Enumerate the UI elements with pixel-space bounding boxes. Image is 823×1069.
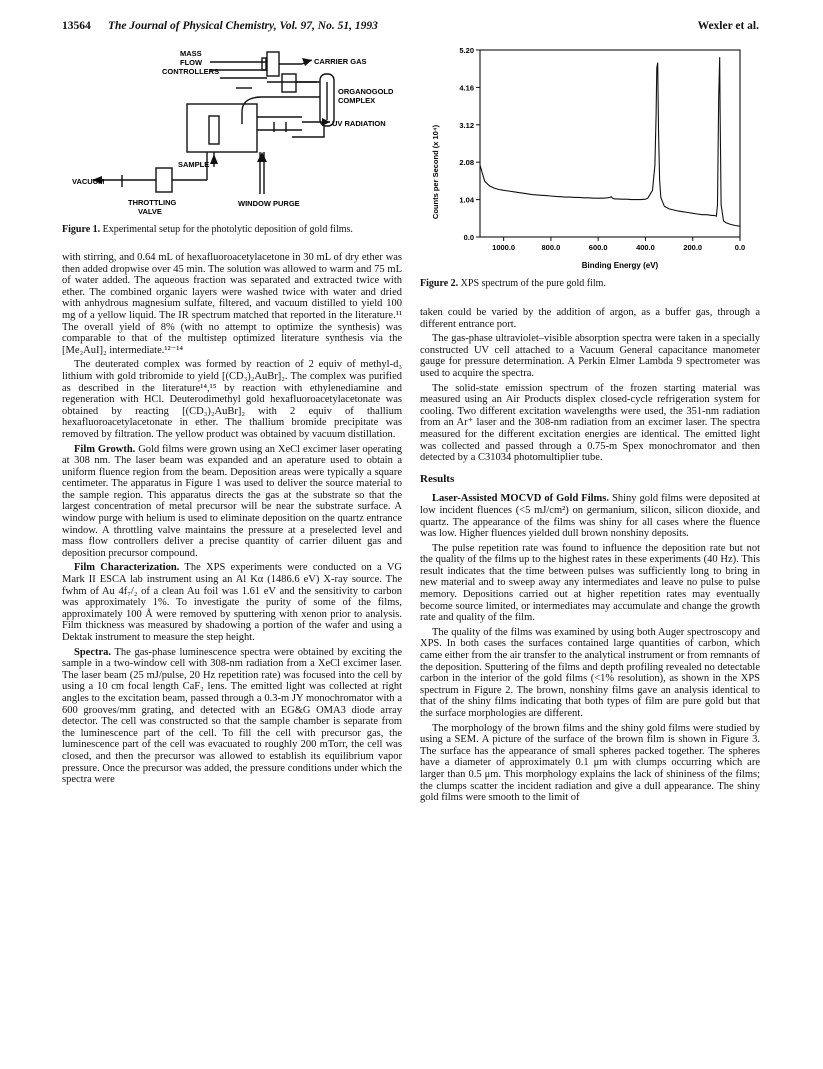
x-tick-label: 1000.0 — [492, 243, 516, 252]
sample-label: SAMPLE — [178, 160, 210, 169]
paragraph — [62, 359, 402, 440]
paragraph — [420, 333, 760, 379]
vacuum-label: VACUUM — [72, 177, 105, 186]
paragraph-text: taken could be varied by the addition of argon, as a buffer gas, through a different entrance port. — [420, 307, 760, 330]
paragraph — [420, 493, 760, 539]
xps-chart-svg — [420, 42, 765, 274]
throttle-label-1: THROTTLING — [128, 198, 177, 207]
paragraph-text: The XPS experiments were conducted on a VG Mark II ESCA lab instrument using an Al Kα (1486.6 eV) X-ray source. The fwhm of Au 4f₇/₂ of a clean Au foil was 1.61 eV and the sensitivity to carbon was approximately 1%. To investigate the purity of some of the films, approximately 100 Å were removed by sputtering with xenon prior to analysis. Film thickness was measured by shadowing a portion of the wafer and using a Dektak instrument to measure the step height. — [62, 562, 403, 643]
paragraph-text: Shiny gold films were deposited at low incident fluences (<5 mJ/cm²) on germanium, silicon, silicon dioxide, and quartz. The appearance of the films was shiny for all cases where the fluence was low. Higher fluences yielded dull brown nonshiny deposits. — [420, 493, 760, 540]
organogold-label-2: COMPLEX — [338, 96, 376, 105]
plot-frame — [480, 50, 740, 237]
uv-radiation-label: UV RADIATION — [332, 119, 386, 128]
x-axis-label: Binding Energy (eV) — [581, 261, 659, 270]
carrier-gas-label: CARRIER GAS — [314, 57, 367, 66]
paragraph-text: with stirring, and 0.64 mL of hexafluoroacetylacetone in 30 mL of dry ether was then added dropwise over 45 min. The solution was allowed to warm and 75 mL of water added. The aqueous fraction was separated and extracted twice with ether. The combined organic layers were washed twice with water and dried with anhydrous magnesium sulfate, filtered, and vacuum distilled to yield 100 mg of a yellow liquid. The IR spectrum matched that reported in the literature.¹¹ The overall yield of 8% (with no attempt to optimize the synthesis) was comparable to that of the multistep optimized literature synthesis via the [Me₂AuI]₂ intermediate.¹²⁻¹⁴ — [62, 252, 402, 356]
x-tick-label: 800.0 — [541, 243, 561, 252]
x-tick-label: 400.0 — [636, 243, 655, 252]
run-in-heading: Film Characterization. — [74, 562, 180, 574]
paragraph-text: The quality of the films was examined by using both Auger spectroscopy and XPS. In both cases the surfaces contained large quantities of carbon, which came either from the air transfer to the analytical instrument or from remnants of the deposition. Sputtering of the films and depth profiling revealed no detectable carbon in the interior of the gold films (<1% resolution), as shown in the XPS spectrum in Figure 2. The brown, nonshiny films gave an analysis identical to that of the shiny films indicating that both types of film are pure gold but that the surface morphologies are different. — [420, 626, 760, 719]
run-in-heading: Film Growth. — [74, 443, 136, 455]
paragraph — [62, 562, 402, 643]
journal-citation: The Journal of Physical Chemistry, Vol. 97, No. 51, 1993 — [108, 20, 378, 32]
figure-1-caption — [62, 224, 412, 236]
page-number: 13564 — [62, 20, 91, 32]
paragraph — [420, 383, 760, 464]
right-text-column — [420, 307, 760, 807]
paragraph — [62, 647, 402, 786]
section-heading: Results — [420, 472, 455, 485]
figure-2-xps-chart — [420, 42, 765, 274]
paragraph — [420, 627, 760, 720]
y-axis-label: Counts per Second (x 10⁴) — [431, 124, 440, 220]
apparatus-diagram — [62, 42, 412, 222]
y-tick-label: 3.12 — [459, 120, 474, 130]
paragraph-text: The solid-state emission spectrum of the frozen starting material was measured using an Air Products displex closed-cycle refrigeration system for cooling. Two different excitation wavelengths were used, the 351-nm radiation from an Ar⁺ laser and the 308-nm radiation from an excimer laser. The spectra measured for the different excitation energies are identical. The emitted light was collected and passed through a 0.75-m Spex monochromator and then detected by a C31034 photomultiplier tube. — [420, 382, 760, 464]
paragraph-text: Gold films were grown using an XeCl excimer laser operating at 308 nm. The laser beam was expanded and an aperature used to obtain a uniform fluence region from the beam. Deposition areas were typically a square centimeter. The apparatus in Figure 1 was used to deliver the source material to the sample region. This apparatus directs the gas at the substrate so that the largest concentration of metal precursor will be near the substrate surface. A window purge with helium is used to eliminate deposition on the quartz entrance window. A throttling valve maintains the pressure at a preselected level and mass flow controllers deliver a precise quantity of carrier diluent gas and deposition precursor compound. — [62, 443, 402, 559]
y-tick-label: 5.20 — [459, 46, 474, 55]
y-tick-label: 4.16 — [459, 83, 474, 93]
paragraph — [420, 723, 760, 804]
spectrum-line — [480, 57, 740, 226]
mfc-label-1: MASS — [180, 49, 202, 58]
paragraph — [62, 252, 402, 356]
x-tick-label: 200.0 — [683, 243, 703, 252]
mfc-label-2: FLOW — [180, 58, 203, 67]
figure-1-caption-label: Figure 1. — [62, 224, 101, 235]
organogold-label-1: ORGANOGOLD — [338, 87, 394, 96]
paragraph-text: The gas-phase luminescence spectra were obtained by exciting the sample in a two-window cell with 308-nm radiation from a XeCl excimer laser. The laser beam (25 mJ/pulse, 20 Hz repetition rate) was focused into the cell by using a 10 cm focal length CaF₂ lens. The emitted light was collected at right angles to the excitation beam, passed through a 0.3-m JY monochromator with a 600 grooves/mm grating, and detected with an EG&G OMA3 diode array detector. The cell was constructed so that the sample chamber is separate from the luminescence part of the cell. To fill the cell with precursor gas, the luminescence part of the cell was evacuated to roughly 200 mTorr, the cell was closed, and then the precursor was allowed to establish its equilibrium vapor pressure. Once the precursor was added, the pressure conditions under which the spectra were — [62, 646, 402, 786]
throttle-label-2: VALVE — [138, 207, 162, 216]
y-tick-label: 2.08 — [459, 158, 474, 168]
mfc-label-3: CONTROLLERS — [162, 67, 220, 76]
figure-2-caption-label: Figure 2. — [420, 278, 459, 289]
y-tick-label: 1.04 — [459, 195, 474, 205]
paragraph-text: The deuterated complex was formed by reaction of 2 equiv of methyl-d₃ lithium with gold tribromide to yield [(CD₃)₂AuBr]₂. The complex was purified as described in the literature¹⁴,¹⁵ by reaction with ethylenediamine and regeneration with HCl. Deuterodimethyl gold hexafluoroacetylacetonate was obtained by reacting [(CD₃)₂AuBr]₂ with 2 equiv of thallium hexafluoroacetylacetonate in ether. The thallium bromide precipitate was removed by filtration. The yellow product was obtained by vacuum distillation. — [62, 359, 402, 440]
left-text-column — [62, 252, 402, 789]
x-tick-label: 0.0 — [734, 243, 746, 252]
paragraph-text: The morphology of the brown films and the shiny gold films were studied by using a SEM. A picture of the surface of the brown film is shown in Figure 3. The surface has the appearance of small spheres packed together. The spheres have a diameter of approximately 0.1 μm with clumps occurring which are larger than 0.5 μm. This morphology explains the lack of shininess of the films; the clumps scatter the incident radiation and give a dull appearance. The shiny gold films were smooth to the limit of — [420, 722, 760, 804]
run-in-heading: Laser-Assisted MOCVD of Gold Films. — [432, 493, 609, 505]
window-purge-label: WINDOW PURGE — [238, 199, 300, 208]
paragraph — [62, 444, 402, 560]
running-authors: Wexler et al. — [697, 20, 759, 32]
figure-1-apparatus — [62, 42, 412, 222]
paragraph — [420, 543, 760, 624]
running-header — [62, 20, 759, 38]
paragraph-text: The pulse repetition rate was found to influence the deposition rate but not the quality of the films up to the highest rates in these experiments (40 Hz). This result indicates that the time between pulses was sufficiently long to bring in new material and to sweep away any intermediates and leave no pulse to pulse memory. Depositions carried out at higher repetition rates may eventually become source limited, or intermediates may accumulate and change the growth rate and quality of the film. — [420, 542, 760, 624]
figure-2-caption-text: XPS spectrum of the pure gold film. — [460, 278, 606, 289]
y-tick-label: 0.0 — [463, 233, 474, 242]
paragraph — [420, 307, 760, 330]
paragraph-text: The gas-phase ultraviolet–visible absorption spectra were taken in a specially constructed UV cell attached to a Vacuum General capacitance manometer gauge for pressure determination. A Perkin Elmer Lambda 9 spectrometer was used to acquire the spectra. — [420, 333, 760, 379]
figure-1-caption-text: Experimental setup for the photolytic deposition of gold films. — [102, 224, 353, 235]
x-tick-label: 600.0 — [588, 243, 608, 252]
run-in-heading: Spectra. — [74, 646, 112, 658]
figure-2-caption — [420, 278, 765, 290]
